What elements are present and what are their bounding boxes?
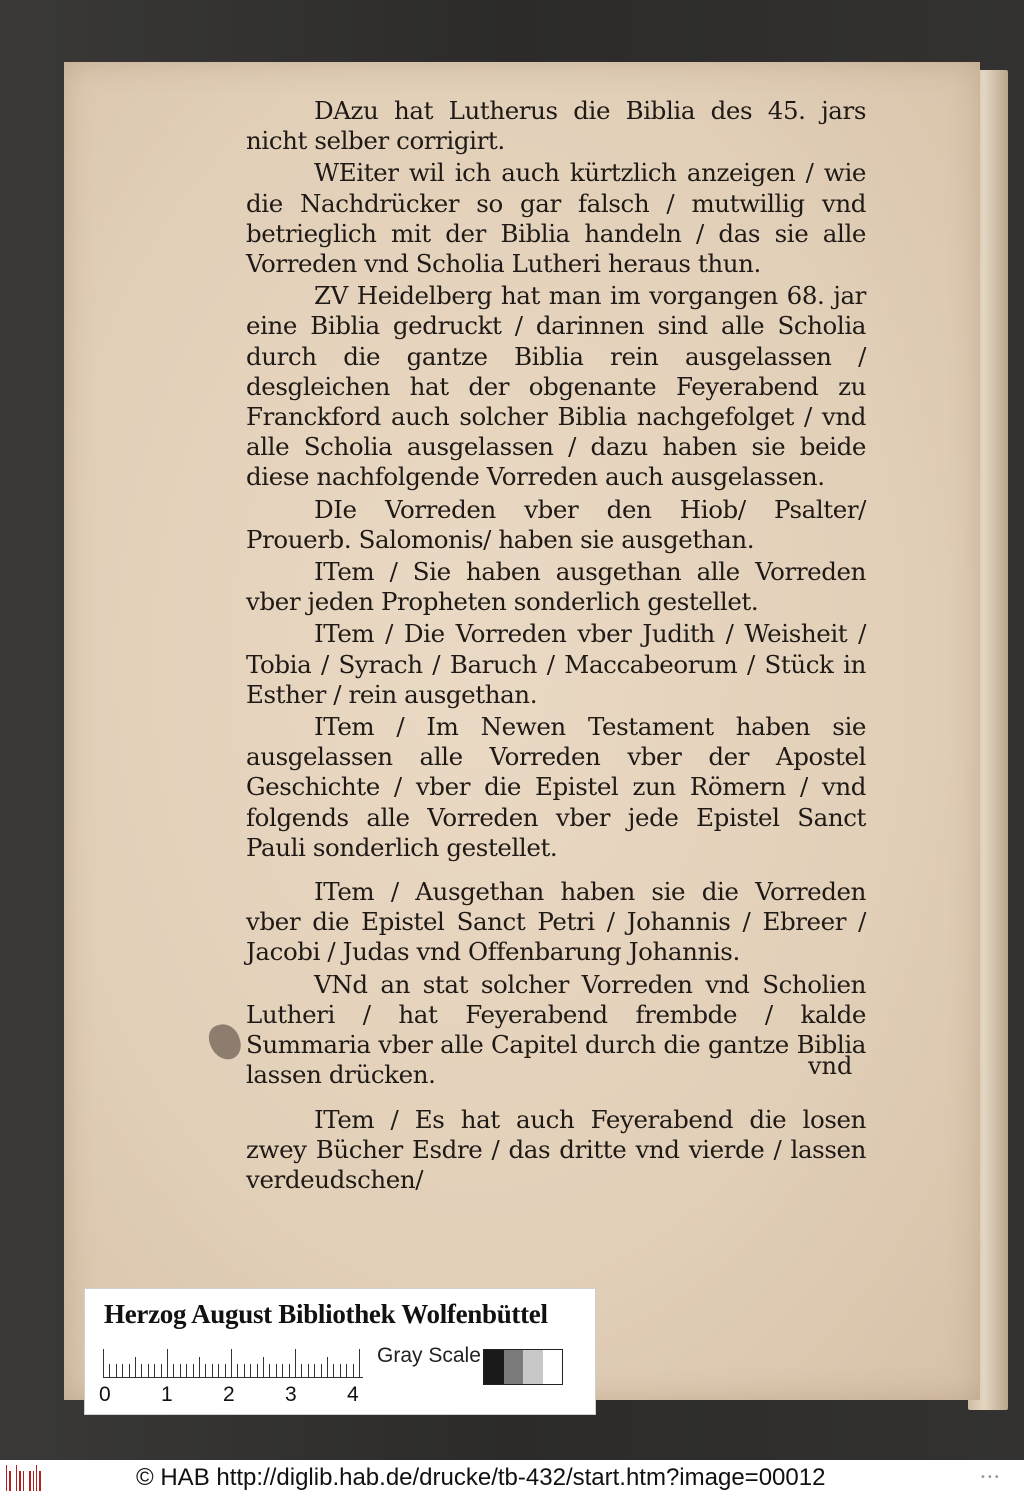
logo-bar [39,1471,40,1491]
paragraph: VNd an stat solcher Vorreden vnd Scholien Lutheri / hat Feyerabend frembde / kalde Summaria vber alle Capitel durch die gantze Biblia lassen drücken. [246,969,866,1090]
footer-bar [0,1460,1024,1497]
ruler-tick [327,1357,328,1377]
ruler-tick [173,1364,174,1377]
gray-swatch [484,1350,504,1384]
ruler-tick [346,1364,347,1377]
ruler-tick [244,1364,245,1377]
library-title: Herzog August Bibliothek Wolfenbüttel [104,1299,548,1329]
ruler-tick [186,1364,187,1377]
logo-bar [9,1471,10,1491]
ruler-tick [295,1349,296,1377]
ruler-tick [269,1364,270,1377]
ruler-tick [359,1349,360,1377]
paragraph: ITem / Sie haben ausgethan alle Vorreden vber jeden Propheten sonderlich gestellet. [246,557,866,617]
ruler [103,1347,363,1378]
logo-bar [13,1471,14,1491]
credit-link[interactable]: © HAB http://diglib.hab.de/drucke/tb-432/start.htm?image=00012 [136,1464,826,1491]
logo-bar [16,1465,17,1491]
ruler-tick [276,1364,277,1377]
gray-swatch [523,1350,543,1384]
ruler-tick [161,1364,162,1377]
ruler-tick [353,1364,354,1377]
ruler-tick [122,1364,123,1377]
ruler-tick [231,1349,232,1377]
ruler-tick [135,1357,136,1377]
ruler-tick [333,1364,334,1377]
ruler-number: 2 [223,1383,235,1406]
ruler-tick [116,1364,117,1377]
ruler-tick [314,1364,315,1377]
paragraph: ITem / Ausgethan haben sie die Vorreden vber die Epistel Sanct Petri / Johannis / Ebreer / Jacobi / Judas vnd Offenbarung Johannis. [246,877,866,967]
gray-swatches [483,1349,563,1385]
ruler-tick [103,1349,104,1377]
logo-bar [26,1465,27,1491]
ruler-tick [205,1364,206,1377]
ruler-tick [109,1364,110,1377]
paragraph: ITem / Es hat auch Feyerabend die losen zwey Bücher Esdre / das dritte vnd vierde / lassen verdeudschen/ [246,1104,866,1194]
ruler-tick [199,1357,200,1377]
ruler-number: 0 [99,1383,111,1406]
paragraph: ITem / Im Newen Testament haben sie ausgelassen alle Vorreden vber der Apostel Geschichte / vber die Epistel zun Römern / vnd folgends alle Vorreden vber jede Epistel Sanct Pauli sonderlich gestellet. [246,712,866,862]
color-scale-target [84,1288,596,1415]
ruler-number: 3 [285,1383,297,1406]
gray-swatch [543,1350,563,1384]
ruler-tick [321,1364,322,1377]
ruler-tick [148,1364,149,1377]
ruler-tick [340,1364,341,1377]
ruler-tick [193,1364,194,1377]
logo-bar [33,1471,34,1491]
gray-scale-label: Gray Scale [377,1344,481,1367]
ruler-tick [212,1364,213,1377]
ruler-tick [129,1364,130,1377]
ruler-tick [141,1364,142,1377]
logo-bar [6,1465,7,1491]
catchword: vnd [808,1052,853,1080]
logo-bar [19,1471,20,1491]
ruler-tick [225,1364,226,1377]
ruler-tick [218,1364,219,1377]
ruler-tick [308,1364,309,1377]
paragraph: DAzu hat Lutherus die Biblia des 45. jars nicht selber corrigirt. [246,96,866,156]
dots-icon: ••• [980,1472,1001,1483]
paragraph: ITem / Die Vorreden vber Judith / Weisheit / Tobia / Syrach / Baruch / Maccabeorum / Stück in Esther / rein ausgethan. [246,619,866,709]
ruler-tick [154,1364,155,1377]
ruler-tick [167,1349,168,1377]
ruler-tick [257,1364,258,1377]
ruler-tick [180,1364,181,1377]
ruler-numbers [99,1383,369,1409]
paragraph: WEiter wil ich auch kürtzlich anzeigen / wie die Nachdrücker so gar falsch / mutwillig vnd betrieglich mit der Biblia handeln / das sie alle Vorreden vnd Scholia Lutheri heraus thun. [246,158,866,279]
paragraph: DIe Vorreden vber den Hiob/ Psalter/ Prouerb. Salomonis/ haben sie ausgethan. [246,494,866,554]
logo-bar [23,1471,24,1491]
ruler-tick [282,1364,283,1377]
ruler-tick [301,1364,302,1377]
ruler-tick [237,1364,238,1377]
hab-logo-icon [6,1465,44,1491]
ruler-number: 1 [161,1383,173,1406]
logo-bar [43,1471,44,1491]
ruler-tick [289,1364,290,1377]
page-stain [206,1021,244,1064]
ruler-number: 4 [347,1383,359,1406]
ruler-tick [263,1357,264,1377]
page-text [246,96,866,1197]
gray-swatch [504,1350,524,1384]
logo-bar [29,1471,30,1491]
ruler-tick [250,1364,251,1377]
paragraph: ZV Heidelberg hat man im vorgangen 68. jar eine Biblia gedruckt / darinnen sind alle Scholia durch die gantze Biblia rein ausgelassen / desgleichen hat der obgenante Feyerabend zu Franckford auch solcher Biblia nachgefolget / vnd alle Scholia ausgelassen / dazu haben sie beide diese nachfolgende Vorreden auch ausgelassen. [246,281,866,492]
logo-bar [36,1465,37,1491]
